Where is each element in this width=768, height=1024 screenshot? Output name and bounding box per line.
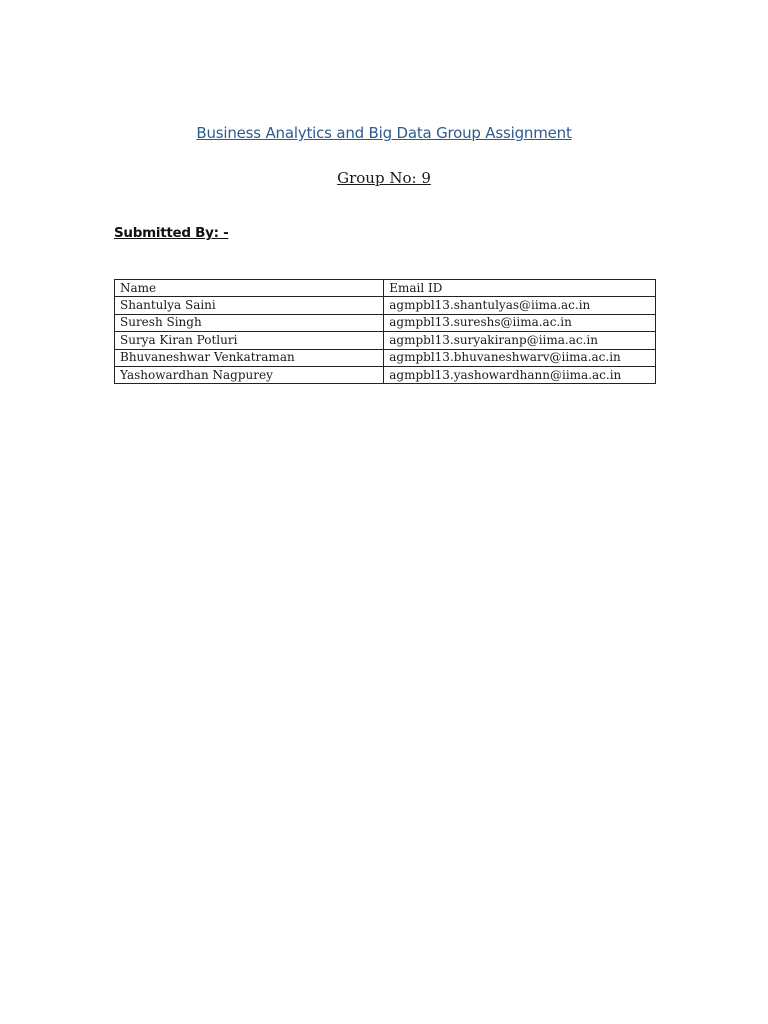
column-header-name: Name [115, 280, 384, 297]
members-table [114, 279, 656, 384]
member-email: agmpbl13.suryakiranp@iima.ac.in [384, 332, 656, 349]
table-row [115, 314, 656, 331]
document-title: Business Analytics and Big Data Group Assignment [196, 124, 572, 142]
member-name: Suresh Singh [115, 314, 384, 331]
member-name: Surya Kiran Potluri [115, 332, 384, 349]
table-row [115, 297, 656, 314]
column-header-email: Email ID [384, 280, 656, 297]
member-email: agmpbl13.sureshs@iima.ac.in [384, 314, 656, 331]
member-email: agmpbl13.bhuvaneshwarv@iima.ac.in [384, 349, 656, 366]
table-row [115, 332, 656, 349]
table-header-row [115, 280, 656, 297]
member-email: agmpbl13.yashowardhann@iima.ac.in [384, 366, 656, 383]
member-name: Bhuvaneshwar Venkatraman [115, 349, 384, 366]
submitted-by-heading: Submitted By: - [114, 225, 229, 241]
group-number: Group No: 9 [337, 169, 431, 187]
table-row [115, 349, 656, 366]
member-email: agmpbl13.shantulyas@iima.ac.in [384, 297, 656, 314]
table-row [115, 366, 656, 383]
member-name: Yashowardhan Nagpurey [115, 366, 384, 383]
member-name: Shantulya Saini [115, 297, 384, 314]
